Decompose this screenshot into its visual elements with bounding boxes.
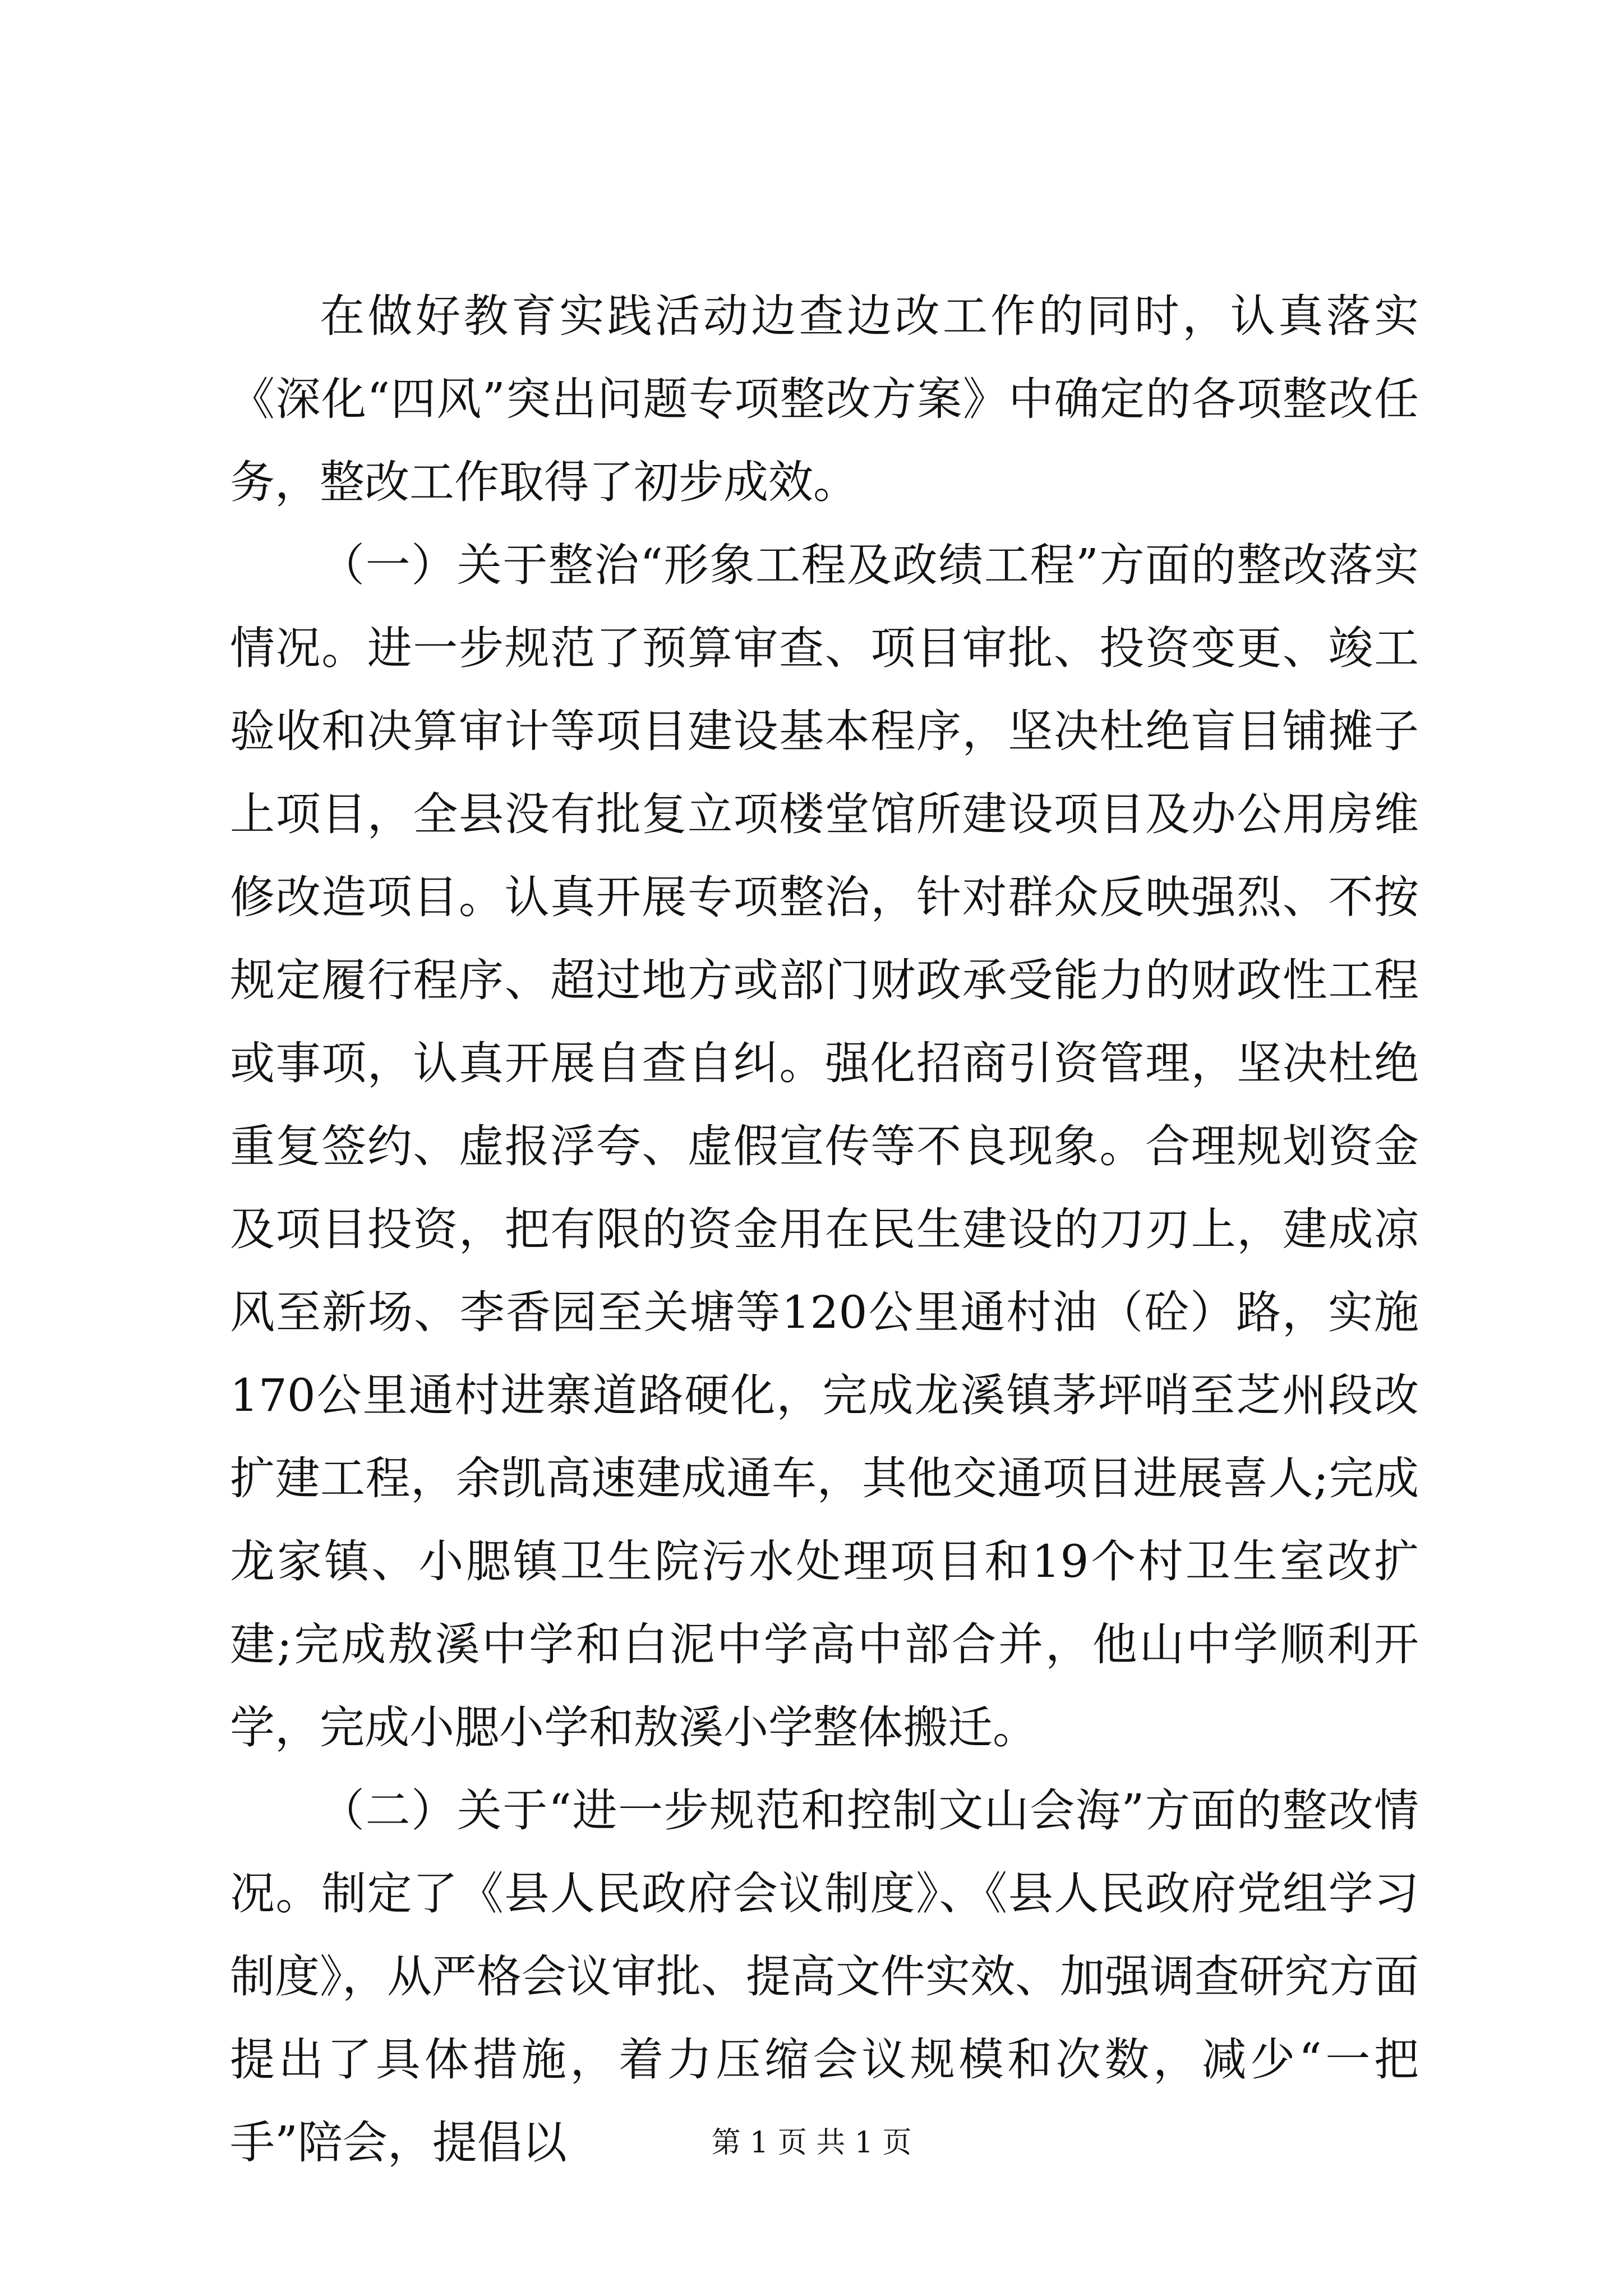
paragraph-section-one: （一）关于整治“形象工程及政绩工程”方面的整改落实情况。进一步规范了预算审查、项目审批、投资变更、竣工验收和决算审计等项目建设基本程序，坚决杜绝盲目铺摊子上项目，全县没有批复立项楼堂馆所建设项目及办公用房维修改造项目。认真开展专项整治，针对群众反映强烈、不按规定履行程序、超过地方或部门财政承受能力的财政性工程或事项，认真开展自查自纠。强化招商引资管理，坚决杜绝重复签约、虚报浮夸、虚假宣传等不良现象。合理规划资金及项目投资，把有限的资金用在民生建设的刀刃上，建成凉风至新场、李香园至关塘等120公里通村油（砼）路，实施170公里通村进寨道路硬化，完成龙溪镇茅坪哨至芝州段改扩建工程，余凯高速建成通车，其他交通项目进展喜人;完成龙家镇、小腮镇卫生院污水处理项目和19个村卫生室改扩建;完成敖溪中学和白泥中学高中部合并，他山中学顺利开学，完成小腮小学和敖溪小学整体搬迁。 xyxy=(230,539,1419,1754)
paragraph-intro: 在做好教育实践活动边查边改工作的同时，认真落实《深化“四风”突出问题专项整改方案》中确定的各项整改任务，整改工作取得了初步成效。 xyxy=(230,290,1419,508)
page-footer: 第 1 页 共 1 页 xyxy=(711,2126,912,2160)
document-body xyxy=(230,275,1419,2184)
paragraph-section-two: （二）关于“进一步规范和控制文山会海”方面的整改情况。制定了《县人民政府会议制度》、《县人民政府党组学习制度》，从严格会议审批、提高文件实效、加强调查研究方面提出了具体措施，着力压缩会议规模和次数，减少“一把手”陪会，提倡以 xyxy=(230,1784,1419,2169)
